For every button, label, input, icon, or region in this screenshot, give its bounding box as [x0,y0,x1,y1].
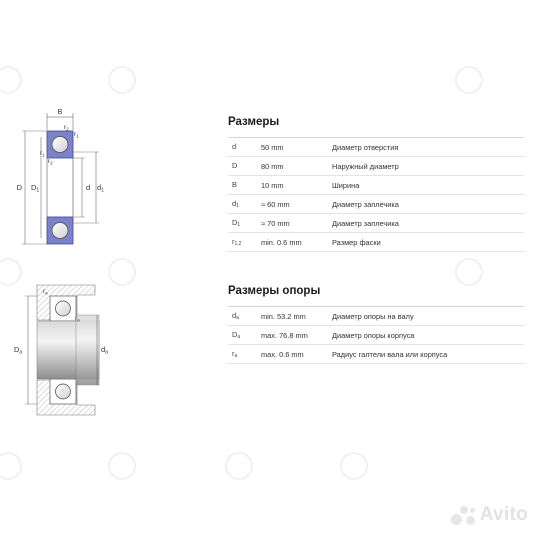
table-row [228,214,524,233]
row-symbol: $D_a$ [232,330,241,340]
row-value: 80 mm [261,161,284,171]
label-d1: $d_1$ [97,183,104,194]
row-description: Ширина [332,180,360,190]
avito-watermark [451,504,528,526]
row-value: ≈ 70 mm [261,218,290,228]
row-symbol: $r_{1,2}$ [232,237,242,247]
row-symbol: B [232,180,237,189]
watermark-circle [225,452,253,480]
table-row [228,307,524,326]
bearing-section-top [17,109,105,244]
row-value: 10 mm [261,180,284,190]
ball-top [52,137,68,153]
abutment-title: Размеры опоры [228,285,321,297]
watermark-circle [108,452,136,480]
row-description: Диаметр опоры корпуса [332,330,415,340]
dimensions-table [228,138,524,252]
row-description: Размер фаски [332,237,381,247]
row-symbol: d [232,142,237,151]
dimensions-title: Размеры [228,116,280,128]
table-row [228,176,524,195]
table-row [228,326,524,345]
watermark-circle [455,66,483,94]
abutment-section [14,285,108,415]
watermark-circle [340,452,368,480]
row-symbol: D [232,161,238,170]
label-ra-top: $r_a$ [43,288,48,296]
ball-bottom [52,223,68,239]
row-value: min. 53.2 mm [261,311,306,321]
table-row [228,345,524,364]
row-symbol: $D_1$ [232,218,241,228]
row-value: max. 0.6 mm [261,349,304,359]
table-row [228,157,524,176]
row-description: Диаметр опоры на валу [332,311,414,321]
table-row [228,233,524,252]
row-description: Наружный диаметр [332,161,399,171]
label-r1-left: $r_1$ [40,150,45,158]
label-da: $d_a$ [101,345,108,356]
label-d: d [86,183,91,192]
row-value: ≈ 60 mm [261,199,290,209]
watermark-circle [108,258,136,286]
row-symbol: $d_1$ [232,199,239,209]
row-description: Диаметр заплечика [332,218,399,228]
dimensions-section [228,113,524,252]
row-symbol: $r_a$ [232,349,238,359]
abutment-table [228,307,524,364]
label-r2-left: $r_2$ [48,158,53,166]
label-ra-mid: $r_a$ [75,315,80,323]
avito-brand-text: Avito [479,504,528,525]
row-value: 50 mm [261,142,284,152]
label-D: D [16,183,22,192]
label-Da: $D_a$ [14,345,23,356]
label-B: B [57,109,63,116]
abutment-section-table [228,282,524,364]
table-row [228,138,524,157]
label-r2-top: $r_2$ [64,124,69,132]
row-description: Диаметр отверстия [332,142,399,152]
avito-logo-icon [451,504,477,526]
row-value: min. 0.6 mm [261,237,302,247]
row-symbol: $d_a$ [232,311,239,321]
table-row [228,195,524,214]
row-value: max. 76.8 mm [261,330,308,340]
label-r1-right: $r_1$ [74,131,79,139]
label-D1: $D_1$ [31,183,40,194]
row-description: Диаметр заплечика [332,199,399,209]
watermark-circle [108,66,136,94]
row-description: Радиус галтели вала или корпуса [332,349,448,359]
